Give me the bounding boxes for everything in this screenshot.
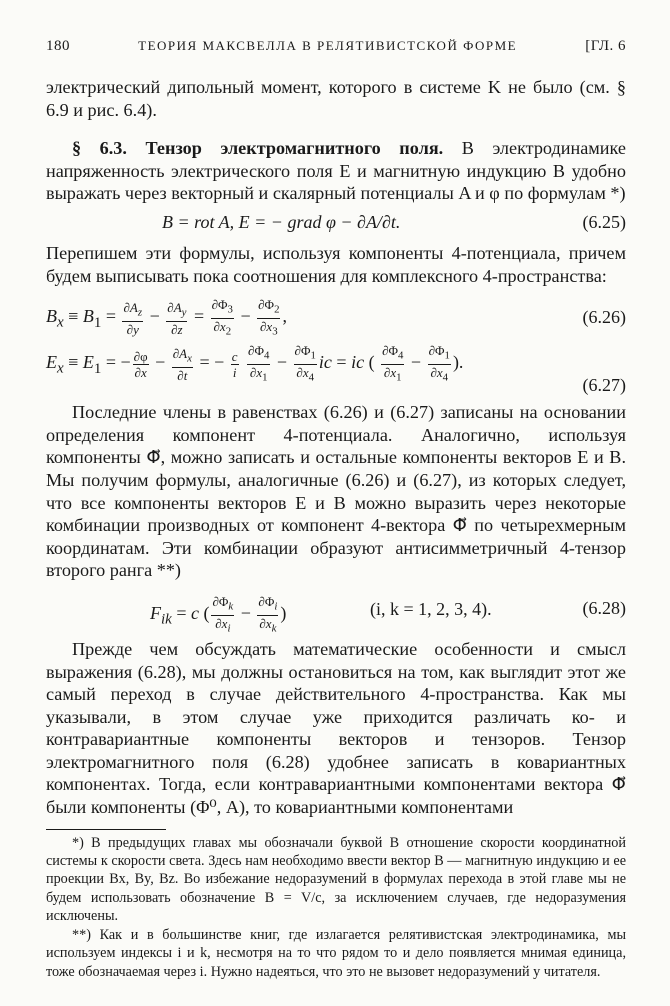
page-number: 180	[46, 38, 70, 54]
equation-6-27-formula: $E_x \equiv E_1$ = − $\frac{\partial\varphi}{\partial x}$ − $\frac{\partial A_x}{\partial t}$ = − $\frac{c}{i}$ $\frac{\partial\Phi_4}{\partial x_1}$ − $\frac{\partial\Phi_1}{\partial x_4}$ ic = ic ( $\frac{\partial\Phi_4}{\partial x_1}$ − $\frac{\partial\Phi_1}{\partial x_4}$ ).	[46, 343, 464, 384]
equation-6-26-formula: $B_x \equiv B_1$ = $\frac{\partial A_z}{\partial y}$ − $\frac{\partial A_y}{\partial z}$ = $\frac{\partial\Phi_3}{\partial x_2}$ − $\frac{\partial\Phi_2}{\partial x_3}$ ,	[46, 297, 287, 338]
equation-6-27-number: (6.27)	[582, 375, 626, 396]
footnote-1: *) В предыдущих главах мы обозначали буквой B отношение скорости координатной системы к скорости света. Здесь нам необходимо ввести вектор B — магнитную индукцию и ее проекции Bx, By, Bz. Во избежание недоразумений в формулах перехода в этой главе мы не будем использовать обозначение B = V/c, за исключением случаев, где недоразумения исключены.	[46, 834, 626, 925]
footnote-rule	[46, 829, 166, 830]
equation-6-26-number: (6.26)	[582, 307, 626, 328]
running-header	[46, 38, 626, 55]
running-title: ТЕОРИЯ МАКСВЕЛЛА В РЕЛЯТИВИСТСКОЙ ФОРМЕ	[138, 38, 518, 53]
paragraph-rewrite: Перепишем эти формулы, используя компоненты 4-потенциала, причем будем выписывать пока соотношения для комплексного 4-пространства:	[46, 242, 626, 286]
equation-6-25-formula: B = rot A, E = − grad φ − ∂A/∂t.	[162, 211, 401, 232]
paragraph-continued: электрический дипольный момент, которого в системе K не было (см. § 6.9 и рис. 6.4).	[46, 77, 626, 120]
equation-6-28	[46, 582, 626, 635]
section-paragraph	[46, 137, 626, 205]
paragraph-components: Последние члены в равенствах (6.26) и (6.27) записаны на основании определения компонент 4-потенциала. Аналогично, используя компоненты Φ⃗, можно записать и остальные компоненты векторов E и B. Мы получим формулы, аналогичные (6.26) и (6.27), из которых следует, что все компоненты векторов E и B можно выразить через некоторые комбинации производных от компонент 4-вектора Φ⃗ по четырехмерным координатам. Эти комбинации образуют антисимметричный 4-тензор второго ранга **)	[46, 402, 626, 581]
section-text: В электродинамике напряженность электрического поля E и магнитную индукцию B удобно выражать через векторный и скалярный потенциалы A и φ по формулам *)	[46, 138, 626, 204]
equations-6-26-6-27	[46, 287, 626, 399]
equation-6-28-number: (6.28)	[582, 597, 626, 618]
equation-6-25-number: (6.25)	[582, 211, 626, 232]
equation-6-25	[46, 209, 626, 236]
paragraph-real-space: Прежде чем обсуждать математические особенности и смысл выражения (6.28), мы должны остановиться на том, как выглядит этот же самый переход в случае действительного 4-пространства. Как мы указывали, в этом случае уже приходится различать ко- и контравариантные компоненты векторов и тензоров. Тензор электромагнитного поля (6.28) удобнее записать в ковариантных компонентах. Тогда, если контравариантными компонентами вектора Φ⃗ были компоненты (Φ⁰, A), то ковариантными компонентами	[46, 638, 626, 818]
equation-6-28-formula: $F_{ik} = c$ ( $\frac{\partial\Phi_k}{\partial x_i}$ − $\frac{\partial\Phi_i}{\partial x_k}$ )	[150, 593, 287, 635]
equation-6-28-condition: (i, k = 1, 2, 3, 4).	[370, 598, 492, 619]
section-heading: § 6.3. Тензор электромагнитного поля.	[72, 138, 444, 159]
chapter-label: [ГЛ. 6	[585, 38, 626, 54]
footnote-2: **) Как и в большинстве книг, где излагается релятивистская электродинамика, мы используем индексы i и k, несмотря на то что рядом то и дело появляется мнимая единица, тоже обозначаемая через i. Нужно надеяться, что это не вызовет недоразумений у читателя.	[46, 926, 626, 980]
page	[46, 38, 626, 981]
